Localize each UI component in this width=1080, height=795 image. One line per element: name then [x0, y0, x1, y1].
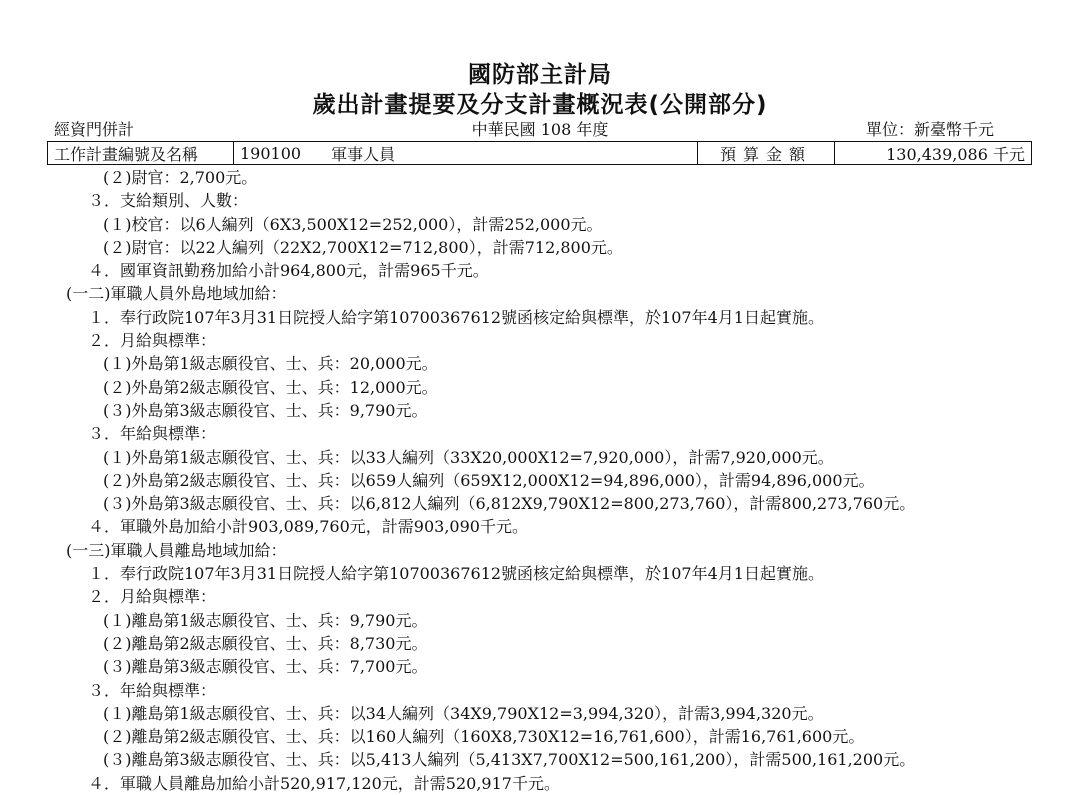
budget-category: 經資門併計 — [54, 120, 135, 139]
text-line: (１)校官：以6人編列（6X3,500X12=252,000），計需252,000元。 — [103, 214, 603, 234]
currency-unit: 單位：新臺幣千元 — [866, 120, 995, 139]
text-line: (２)外島第2級志願役官、士、兵：以659人編列（659X12,000X12=94,896,000），計需94,896,000元。 — [103, 470, 875, 490]
text-line: ３．年給與標準： — [88, 424, 217, 444]
budget-label-cell: 預算金額 — [698, 142, 835, 164]
program-name-cell — [234, 142, 698, 164]
text-line: ３．支給類別、人數： — [88, 191, 249, 211]
text-line: (１)離島第1級志願役官、士、兵：以34人編列（34X9,790X12=3,994,320），計需3,994,320元。 — [103, 703, 824, 723]
text-line: (２)外島第2級志願役官、士、兵：12,000元。 — [103, 377, 438, 397]
text-line: (一三)軍職人員離島地域加給： — [66, 540, 287, 560]
program-code: 190100 — [240, 143, 302, 163]
text-line: ４．軍職人員離島加給小計520,917,120元，計需520,917千元。 — [88, 773, 560, 793]
text-line: ４．軍職外島加給小計903,089,760元，計需903,090千元。 — [88, 517, 528, 537]
report-title: 歲出計畫提要及分支計畫概況表(公開部分) — [312, 92, 768, 118]
fiscal-year: 中華民國 108 年度 — [471, 120, 609, 139]
program-name: 軍事人員 — [331, 144, 396, 164]
budget-amount-cell: 130,439,086 千元 — [886, 144, 1025, 164]
text-line: ４．國軍資訊勤務加給小計964,800元，計需965千元。 — [88, 261, 489, 281]
text-line: (１)外島第1級志願役官、士、兵：以33人編列（33X20,000X12=7,920,000），計需7,920,000元。 — [103, 447, 834, 467]
agency-title: 國防部主計局 — [468, 62, 612, 88]
text-line: １．奉行政院107年3月31日院授人給字第10700367612號函核定給與標準，於107年4月1日起實施。 — [88, 307, 824, 327]
text-line: １．奉行政院107年3月31日院授人給字第10700367612號函核定給與標準，於107年4月1日起實施。 — [88, 564, 824, 584]
text-line: (２)離島第2級志願役官、士、兵：以160人編列（160X8,730X12=16,761,600），計需16,761,600元。 — [103, 727, 865, 747]
text-line: (一二)軍職人員外島地域加給： — [66, 284, 287, 304]
program-header-row — [47, 141, 1032, 165]
program-label-cell: 工作計畫編號及名稱 — [48, 142, 234, 164]
text-line: (２)離島第2級志願役官、士、兵：8,730元。 — [103, 633, 428, 653]
document-body — [0, 166, 1080, 795]
text-line: (２)尉官：2,700元。 — [103, 168, 258, 187]
text-line: ３．年給與標準： — [88, 680, 217, 700]
text-line: (２)尉官：以22人編列（22X2,700X12=712,800），計需712,800元。 — [103, 237, 623, 257]
text-line: (３)外島第3級志願役官、士、兵：9,790元。 — [103, 400, 428, 420]
text-line: (３)外島第3級志願役官、士、兵：以6,812人編列（6,812X9,790X12=800,273,760），計需800,273,760元。 — [103, 494, 916, 514]
text-line: (３)離島第3級志願役官、士、兵：7,700元。 — [103, 657, 428, 677]
text-line: (１)外島第1級志願役官、士、兵：20,000元。 — [103, 354, 438, 374]
text-line: (３)離島第3級志願役官、士、兵：以5,413人編列（5,413X7,700X12=500,161,200），計需500,161,200元。 — [103, 750, 916, 770]
text-line: ２．月給與標準： — [88, 331, 217, 351]
text-line: ２．月給與標準： — [88, 587, 217, 607]
text-line: (１)離島第1級志願役官、士、兵：9,790元。 — [103, 610, 428, 630]
